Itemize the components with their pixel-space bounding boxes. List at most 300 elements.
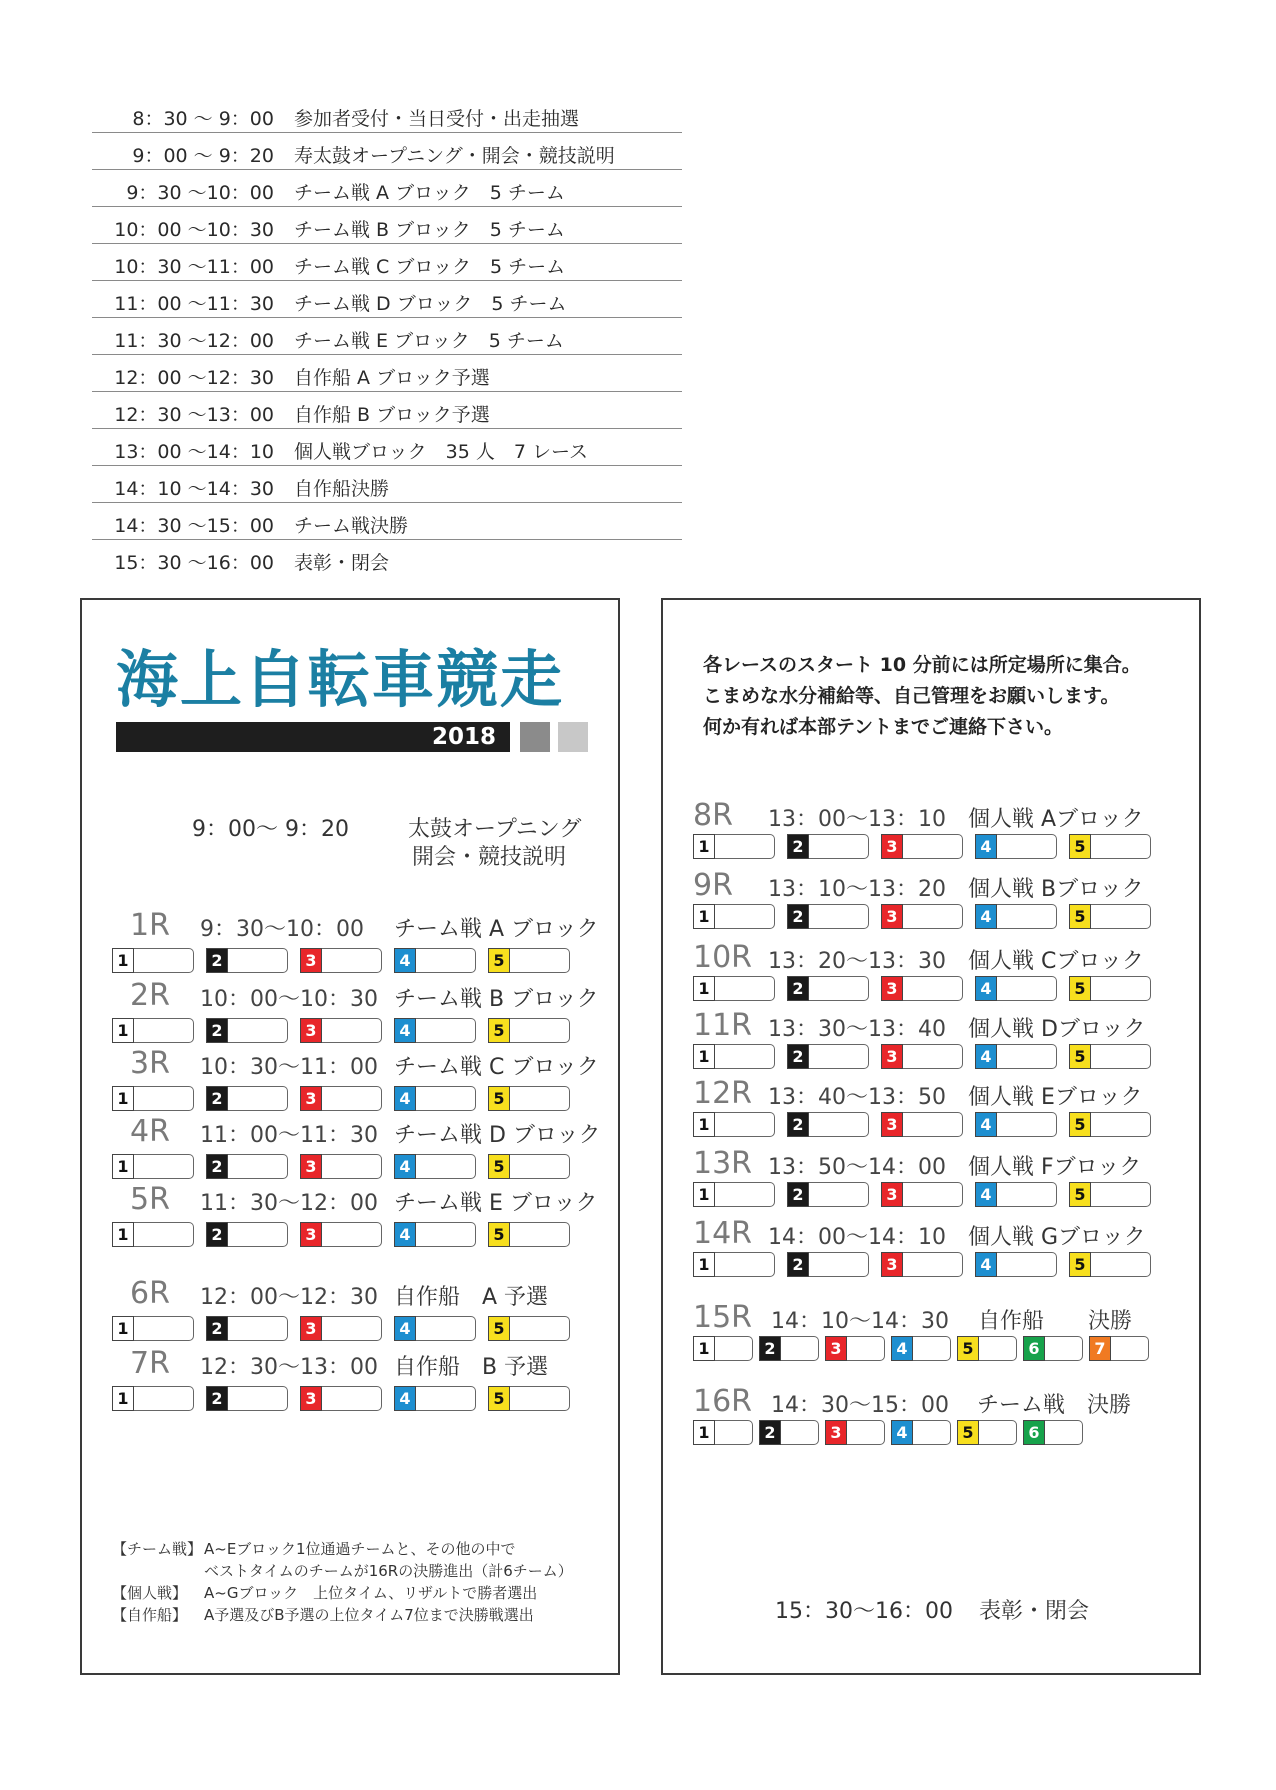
lane-number: 2	[759, 1420, 781, 1445]
lane-number: 4	[975, 976, 997, 1001]
lane-boxes	[693, 1252, 1151, 1277]
schedule-time: 15：30 ～16：00	[114, 552, 274, 574]
lane-number: 1	[693, 834, 715, 859]
lane-number: 1	[693, 1336, 715, 1361]
rule-key: 【個人戦】	[112, 1584, 188, 1602]
schedule-event: 参加者受付・当日受付・出走抽選	[294, 108, 580, 130]
lane-number: 5	[488, 1316, 510, 1341]
lane-entry	[112, 1222, 194, 1247]
lane-entry-field	[847, 1336, 885, 1361]
lane-entry	[881, 976, 963, 1001]
lane-entry	[394, 948, 476, 973]
lane-entry	[1069, 1112, 1151, 1137]
schedule-row	[92, 281, 682, 318]
race-time: 9：30～10：00	[200, 917, 364, 942]
lane-entry	[112, 1154, 194, 1179]
lane-entry-field	[510, 948, 570, 973]
lane-entry-field	[781, 1336, 819, 1361]
lane-boxes	[112, 1018, 570, 1043]
lane-entry	[300, 1316, 382, 1341]
race-number: 3R	[130, 1046, 170, 1081]
schedule-time: 12：30 ～13：00	[114, 404, 274, 426]
lane-number: 3	[881, 904, 903, 929]
race-name: チーム戦 B ブロック	[394, 987, 599, 1012]
lane-entry-field	[322, 1386, 382, 1411]
lane-entry-field	[134, 948, 194, 973]
schedule-row	[92, 244, 682, 281]
lane-number: 5	[488, 1154, 510, 1179]
lane-number: 3	[300, 1316, 322, 1341]
lane-entry	[112, 1386, 194, 1411]
lane-entry-field	[1111, 1336, 1149, 1361]
lane-number: 4	[394, 1386, 416, 1411]
lane-number: 1	[693, 1044, 715, 1069]
lane-entry	[881, 834, 963, 859]
notice-line: こまめな水分補給等、自己管理をお願いします。	[703, 685, 1120, 707]
lane-number: 3	[300, 1154, 322, 1179]
lane-entry-field	[997, 1044, 1057, 1069]
lane-number: 3	[825, 1336, 847, 1361]
lane-entry-field	[322, 1316, 382, 1341]
lane-entry-field	[715, 1252, 775, 1277]
race-time: 14：30～15：00	[771, 1393, 949, 1418]
lane-number: 4	[394, 1222, 416, 1247]
lane-number: 1	[112, 1018, 134, 1043]
lane-number: 2	[206, 948, 228, 973]
race-time: 14：10～14：30	[771, 1309, 949, 1334]
lane-entry-field	[134, 1018, 194, 1043]
lane-entry-field	[416, 1222, 476, 1247]
schedule-row	[92, 170, 682, 207]
lane-entry	[206, 1316, 288, 1341]
lane-entry-field	[979, 1420, 1017, 1445]
lane-number: 5	[957, 1336, 979, 1361]
schedule-time: 9：00 ～ 9：20	[132, 145, 274, 167]
schedule-event: チーム戦 E ブロック 5 チーム	[294, 330, 564, 352]
lane-entry-field	[903, 1252, 963, 1277]
lane-entry	[975, 976, 1057, 1001]
lane-entry-field	[134, 1086, 194, 1111]
race-name: 個人戦 Fブロック	[968, 1155, 1142, 1180]
rule-key: 【自作船】	[112, 1606, 188, 1624]
race-time: 13：20～13：30	[768, 949, 946, 974]
race-number: 4R	[130, 1114, 170, 1149]
lane-entry	[1023, 1420, 1083, 1445]
lane-number: 1	[693, 904, 715, 929]
lane-entry-field	[715, 904, 775, 929]
right-panel	[661, 598, 1201, 1675]
race-name: チーム戦 決勝	[977, 1393, 1132, 1418]
lane-entry-field	[1091, 1252, 1151, 1277]
schedule-row	[92, 392, 682, 429]
race-time: 13：50～14：00	[768, 1155, 946, 1180]
notice-text	[703, 650, 1141, 743]
opening-time: 9：00～ 9：20	[192, 817, 349, 842]
lane-number: 4	[975, 1252, 997, 1277]
race-time: 13：40～13：50	[768, 1085, 946, 1110]
schedule-event: チーム戦決勝	[294, 515, 409, 537]
lane-entry	[881, 1182, 963, 1207]
lane-entry	[787, 1044, 869, 1069]
lane-entry	[206, 1386, 288, 1411]
lane-entry-field	[715, 976, 775, 1001]
lane-number: 3	[300, 1018, 322, 1043]
lane-number: 5	[488, 1222, 510, 1247]
lane-entry	[1023, 1336, 1083, 1361]
lane-entry-field	[903, 976, 963, 1001]
lane-number: 3	[300, 1222, 322, 1247]
lane-entry	[300, 1086, 382, 1111]
lane-entry-field	[913, 1336, 951, 1361]
race-time: 12：00～12：30	[200, 1285, 378, 1310]
lane-entry	[787, 834, 869, 859]
lane-number: 3	[881, 1252, 903, 1277]
lane-number: 3	[881, 1112, 903, 1137]
lane-entry	[488, 948, 570, 973]
lane-number: 5	[1069, 904, 1091, 929]
schedule-row	[92, 96, 682, 133]
lane-entry	[975, 834, 1057, 859]
lane-entry	[693, 834, 775, 859]
lane-boxes	[112, 1316, 570, 1341]
race-number: 6R	[130, 1276, 170, 1311]
lane-entry-field	[510, 1086, 570, 1111]
lane-entry	[1089, 1336, 1149, 1361]
lane-entry	[975, 1252, 1057, 1277]
lane-entry	[975, 1112, 1057, 1137]
lane-number: 4	[975, 1112, 997, 1137]
lane-entry	[300, 1222, 382, 1247]
lane-number: 4	[394, 1154, 416, 1179]
schedule-time: 12：00 ～12：30	[114, 367, 274, 389]
race-name: チーム戦 E ブロック	[394, 1191, 598, 1216]
lane-entry	[957, 1420, 1017, 1445]
race-time: 13：10～13：20	[768, 877, 946, 902]
schedule-row	[92, 429, 682, 466]
lane-entry	[394, 1316, 476, 1341]
lane-number: 5	[488, 1086, 510, 1111]
lane-entry-field	[416, 1154, 476, 1179]
lane-entry-field	[1091, 904, 1151, 929]
lane-entry	[112, 948, 194, 973]
lane-entry-field	[809, 976, 869, 1001]
lane-entry-field	[1091, 1112, 1151, 1137]
lane-number: 3	[881, 976, 903, 1001]
lane-number: 3	[300, 948, 322, 973]
lane-number: 2	[206, 1154, 228, 1179]
lane-number: 3	[881, 1182, 903, 1207]
lane-entry-field	[997, 904, 1057, 929]
lane-entry	[693, 976, 775, 1001]
rule-key: 【チーム戦】	[112, 1540, 203, 1558]
lane-entry-field	[228, 1018, 288, 1043]
lane-entry-field	[134, 1316, 194, 1341]
race-time: 13：00～13：10	[768, 807, 946, 832]
lane-number: 4	[975, 1044, 997, 1069]
lane-entry-field	[416, 1386, 476, 1411]
schedule-row	[92, 466, 682, 503]
lane-number: 2	[759, 1336, 781, 1361]
lane-entry	[693, 1420, 753, 1445]
lane-entry	[488, 1154, 570, 1179]
lane-entry	[787, 1112, 869, 1137]
lane-entry-field	[809, 1044, 869, 1069]
race-name: 自作船 B 予選	[394, 1355, 549, 1380]
race-number: 8R	[693, 798, 733, 833]
lane-entry	[394, 1222, 476, 1247]
lane-entry-field	[997, 1252, 1057, 1277]
race-time: 12：30～13：00	[200, 1355, 378, 1380]
lane-number: 1	[112, 1154, 134, 1179]
lane-entry	[881, 1044, 963, 1069]
schedule-row	[92, 503, 682, 540]
lane-number: 4	[394, 1316, 416, 1341]
opening-label-2: 開会・競技説明	[412, 845, 567, 870]
lane-entry-field	[715, 1420, 753, 1445]
lane-entry	[825, 1420, 885, 1445]
schedule-time: 13：00 ～14：10	[114, 441, 274, 463]
race-name: 個人戦 Eブロック	[968, 1085, 1143, 1110]
lane-number: 4	[975, 834, 997, 859]
lane-entry	[394, 1018, 476, 1043]
lane-entry-field	[228, 1086, 288, 1111]
lane-entry	[1069, 976, 1151, 1001]
lane-entry-field	[715, 1044, 775, 1069]
lane-boxes	[693, 834, 1151, 859]
schedule-row	[92, 355, 682, 392]
schedule-event: 自作船決勝	[294, 478, 390, 500]
lane-entry	[787, 904, 869, 929]
lane-entry-field	[1091, 1044, 1151, 1069]
lane-entry-field	[322, 1222, 382, 1247]
lane-entry-field	[847, 1420, 885, 1445]
race-name: 個人戦 Cブロック	[968, 949, 1144, 974]
lane-entry-field	[416, 1086, 476, 1111]
lane-entry-field	[903, 1044, 963, 1069]
schedule-time: 14：30 ～15：00	[114, 515, 274, 537]
lane-entry-field	[715, 1112, 775, 1137]
race-number: 12R	[693, 1076, 753, 1111]
race-name: 個人戦 Gブロック	[968, 1225, 1146, 1250]
lane-boxes	[693, 1182, 1151, 1207]
lane-entry	[759, 1420, 819, 1445]
rule-text: A予選及びB予選の上位タイム7位まで決勝戦選出	[204, 1606, 534, 1624]
schedule-time: 9：30 ～10：00	[126, 182, 274, 204]
race-name: 個人戦 Aブロック	[968, 807, 1144, 832]
event-year: 2018	[431, 724, 496, 750]
lane-boxes	[112, 948, 570, 973]
lane-entry	[112, 1086, 194, 1111]
lane-number: 5	[1069, 1044, 1091, 1069]
closing-time: 15：30～16：00	[775, 1599, 953, 1624]
lane-boxes	[693, 904, 1151, 929]
opening-label-1: 太鼓オープニング	[408, 817, 582, 842]
notice-line: 各レースのスタート 10 分前には所定場所に集合。	[703, 654, 1141, 676]
lane-entry	[881, 1112, 963, 1137]
lane-entry	[1069, 1044, 1151, 1069]
lane-entry-field	[997, 1182, 1057, 1207]
race-number: 11R	[693, 1008, 753, 1043]
lane-entry-field	[903, 904, 963, 929]
lane-boxes	[693, 1112, 1151, 1137]
lane-entry-field	[416, 948, 476, 973]
lane-entry-field	[809, 834, 869, 859]
race-number: 15R	[693, 1300, 753, 1335]
lane-entry	[881, 1252, 963, 1277]
lane-number: 3	[300, 1386, 322, 1411]
lane-number: 5	[488, 948, 510, 973]
lane-number: 2	[787, 904, 809, 929]
lane-entry-field	[228, 1316, 288, 1341]
lane-entry	[693, 1252, 775, 1277]
lane-entry	[759, 1336, 819, 1361]
lane-number: 4	[891, 1336, 913, 1361]
lane-boxes	[693, 1336, 1155, 1361]
lane-number: 2	[206, 1086, 228, 1111]
lane-boxes	[112, 1086, 570, 1111]
lane-entry-field	[1045, 1336, 1083, 1361]
lane-number: 4	[394, 1018, 416, 1043]
lane-number: 2	[787, 1112, 809, 1137]
lane-entry	[975, 1044, 1057, 1069]
lane-entry	[394, 1154, 476, 1179]
lane-entry-field	[322, 948, 382, 973]
race-number: 5R	[130, 1182, 170, 1217]
lane-entry	[206, 1154, 288, 1179]
schedule-time: 14：10 ～14：30	[114, 478, 274, 500]
lane-number: 3	[881, 1044, 903, 1069]
race-name: 個人戦 Dブロック	[968, 1017, 1146, 1042]
race-name: チーム戦 D ブロック	[394, 1123, 601, 1148]
race-number: 7R	[130, 1346, 170, 1381]
lane-entry	[787, 1252, 869, 1277]
lane-number: 4	[394, 948, 416, 973]
lane-entry-field	[510, 1154, 570, 1179]
lane-entry-field	[781, 1420, 819, 1445]
lane-entry	[891, 1336, 951, 1361]
lane-entry	[787, 976, 869, 1001]
schedule-table	[92, 96, 682, 577]
race-name: 個人戦 Bブロック	[968, 877, 1144, 902]
lane-entry	[957, 1336, 1017, 1361]
lane-entry-field	[322, 1086, 382, 1111]
race-time: 10：30～11：00	[200, 1055, 378, 1080]
lane-entry-field	[228, 1222, 288, 1247]
lane-entry-field	[715, 834, 775, 859]
lane-entry	[693, 1182, 775, 1207]
decor-square-dark	[520, 722, 550, 752]
lane-entry-field	[1091, 834, 1151, 859]
lane-entry-field	[510, 1018, 570, 1043]
lane-number: 3	[881, 834, 903, 859]
lane-entry	[300, 1386, 382, 1411]
lane-entry	[112, 1018, 194, 1043]
decor-square-light	[558, 722, 588, 752]
schedule-time: 10：00 ～10：30	[114, 219, 274, 241]
lane-entry-field	[1091, 976, 1151, 1001]
lane-entry-field	[809, 904, 869, 929]
race-number: 2R	[130, 978, 170, 1013]
lane-entry	[488, 1086, 570, 1111]
left-panel	[80, 598, 620, 1675]
lane-number: 1	[112, 1316, 134, 1341]
lane-number: 1	[693, 1252, 715, 1277]
lane-entry-field	[913, 1420, 951, 1445]
lane-entry-field	[134, 1386, 194, 1411]
lane-number: 3	[825, 1420, 847, 1445]
lane-entry-field	[416, 1316, 476, 1341]
lane-boxes	[693, 976, 1151, 1001]
schedule-event: 表彰・閉会	[294, 552, 390, 574]
lane-entry	[1069, 1252, 1151, 1277]
lane-entry	[206, 1222, 288, 1247]
lane-number: 2	[787, 1252, 809, 1277]
lane-entry-field	[228, 1154, 288, 1179]
lane-entry	[206, 1018, 288, 1043]
lane-number: 4	[891, 1420, 913, 1445]
event-title: 海上自転車競走	[116, 643, 565, 716]
schedule-row	[92, 133, 682, 170]
race-name: チーム戦 C ブロック	[394, 1055, 599, 1080]
lane-number: 1	[112, 948, 134, 973]
lane-entry	[1069, 1182, 1151, 1207]
race-time: 11：00～11：30	[200, 1123, 378, 1148]
schedule-event: 個人戦ブロック 35 人 7 レース	[294, 441, 589, 463]
lane-entry-field	[510, 1386, 570, 1411]
lane-number: 2	[206, 1222, 228, 1247]
schedule-row	[92, 207, 682, 244]
race-number: 1R	[130, 908, 170, 943]
lane-number: 4	[394, 1086, 416, 1111]
lane-entry-field	[510, 1222, 570, 1247]
lane-entry-field	[979, 1336, 1017, 1361]
lane-number: 2	[206, 1386, 228, 1411]
schedule-event: チーム戦 D ブロック 5 チーム	[294, 293, 567, 315]
lane-entry	[394, 1386, 476, 1411]
lane-entry	[300, 1018, 382, 1043]
lane-entry	[1069, 904, 1151, 929]
lane-entry	[693, 1112, 775, 1137]
lane-number: 1	[693, 976, 715, 1001]
lane-number: 2	[787, 834, 809, 859]
lane-number: 1	[693, 1112, 715, 1137]
lane-entry-field	[322, 1154, 382, 1179]
lane-entry	[394, 1086, 476, 1111]
race-time: 13：30～13：40	[768, 1017, 946, 1042]
schedule-time: 10：30 ～11：00	[114, 256, 274, 278]
lane-boxes	[112, 1386, 570, 1411]
lane-entry	[488, 1316, 570, 1341]
lane-number: 6	[1023, 1420, 1045, 1445]
lane-number: 5	[1069, 1112, 1091, 1137]
race-number: 9R	[693, 868, 733, 903]
lane-number: 1	[112, 1086, 134, 1111]
lane-entry-field	[1045, 1420, 1083, 1445]
lane-entry-field	[510, 1316, 570, 1341]
lane-number: 6	[1023, 1336, 1045, 1361]
lane-number: 5	[957, 1420, 979, 1445]
lane-entry	[300, 948, 382, 973]
lane-entry	[825, 1336, 885, 1361]
schedule-time: 11：00 ～11：30	[114, 293, 274, 315]
lane-entry	[488, 1222, 570, 1247]
rule-text: A~Eブロック1位通過チームと、その他の中で	[204, 1540, 516, 1558]
lane-number: 1	[112, 1386, 134, 1411]
lane-number: 4	[975, 904, 997, 929]
lane-entry	[881, 904, 963, 929]
race-name: 自作船 決勝	[978, 1309, 1133, 1334]
lane-entry	[975, 1182, 1057, 1207]
